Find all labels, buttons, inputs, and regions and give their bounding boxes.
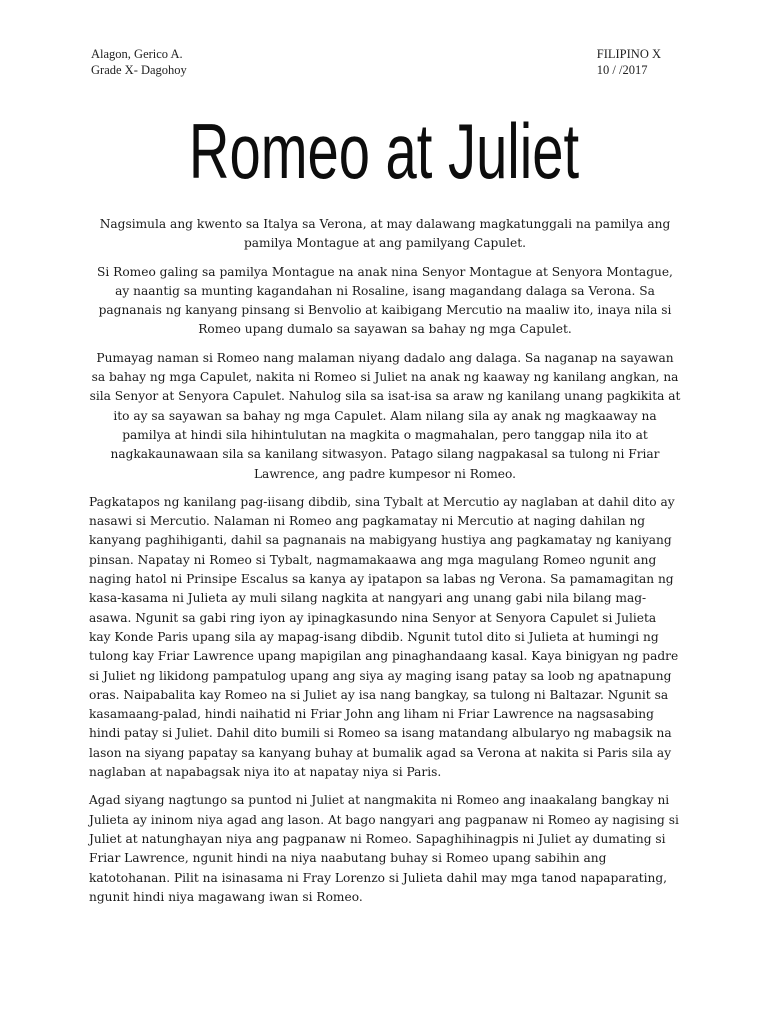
subject-info bbox=[597, 46, 661, 78]
page-header bbox=[91, 46, 661, 78]
paragraph: Si Romeo galing sa pamilya Montague na anak nina Senyor Montague at Senyora Montague, ay naantig sa munting kagandahan ni Rosaline, isang magandang dalaga sa Verona. Sa pagnanais ng kanyang pinsang si Benvolio at kaibigang Mercutio na maaliw ito, inaya nila si Romeo upang dumalo sa sayawan sa bahay ng mga Capulet. bbox=[97, 264, 673, 337]
document-body bbox=[89, 215, 681, 916]
document-title: Romeo at Juliet bbox=[188, 107, 580, 195]
paragraph: Nagsimula ang kwento sa Italya sa Verona, at may dalawang magkatunggali na pamilya ang pamilya Montague at ang pamilyang Capulet. bbox=[99, 217, 671, 251]
student-grade: Grade X- Dagohoy bbox=[91, 63, 187, 77]
subject-name: FILIPINO X bbox=[596, 47, 661, 61]
student-name: Alagon, Gerico A. bbox=[91, 47, 183, 61]
paragraph: Pagkatapos ng kanilang pag-iisang dibdib, sina Tybalt at Mercutio ay naglaban at dahil dito ay nasawi si Mercutio. Nalaman ni Romeo ang pagkamatay ni Mercutio at naging dahilan ng kanyang paghihiganti, dahil sa pagnanais na mabigyang hustiya ang pagkamatay ng kaniyang pinsan. Napatay ni Romeo si Tybalt, nagmamakaawa ang mga magulang Romeo ngunit ang naging hatol ni Prinsipe Escalus sa kanya ay ipatapon sa labas ng Verona. Sa pamamagitan ng kasa-kasama ni Julieta ay muli silang nagkita at nangyari ang unang gabi nila bilang mag-asawa. Ngunit sa gabi ring iyon ay ipinagkasundo nina Senyor at Senyora Capulet si Julieta kay Konde Paris upang sila ay mapag-isang dibdib. Ngunit tutol dito si Julieta at humingi ng tulong kay Friar Lawrence upang mapigilan ang pinaghandaang kasal. Kaya binigyan ng padre si Juliet ng likidong pampatulog upang ang siya ay maging isang patay sa loob ng apatnapung oras. Naipabalita kay Romeo na si Juliet ay isa nang bangkay, sa tulong ni Baltazar. Ngunit sa kasamaang-palad, hindi naihatid ni Friar John ang liham ni Friar Lawrence na nagsasabing hindi patay si Juliet. Dahil dito bumili si Romeo sa isang matandang albularyo ng mabagsik na lason na siyang papatay sa kanyang buhay at bumalik agad sa Verona at nakita si Paris sila ay naglaban at napabagsak niya ito at napatay niya si Paris. bbox=[89, 494, 679, 780]
document-date: 10 / /2017 bbox=[596, 63, 648, 77]
paragraph: Pumayag naman si Romeo nang malaman niyang dadalo ang dalaga. Sa naganap na sayawan sa bahay ng mga Capulet, nakita ni Romeo si Juliet na anak ng kaaway ng kanilang angkan, na sila Senyor at Senyora Capulet. Nahulog sila sa isat-isa sa araw ng kanilang unang pagkikita at ito ay sa sayawan sa bahay ng mga Capulet. Alam nilang sila ay anak ng magkaaway na pamilya at hindi sila hihintulutan na magkita o magmahalan, pero tanggap nila ito at nagkakaunawaan sila sa kanilang sitwasyon. Patago silang nagpakasal sa tulong ni Friar Lawrence, ang padre kumpesor ni Romeo. bbox=[89, 350, 681, 481]
student-info bbox=[91, 46, 187, 78]
paragraph: Agad siyang nagtungo sa puntod ni Juliet at nangmakita ni Romeo ang inaakalang bangkay ni Julieta ay ininom niya agad ang lason. At bago nangyari ang pagpanaw ni Romeo ay nagising si Juliet at natunghayan niya ang pagpanaw ni Romeo. Sapaghihinagpis ni Juliet ay dumating si Friar Lawrence, ngunit hindi na niya naabutang buhay si Romeo upang sabihin ang katotohanan. Pilit na isinasama ni Fray Lorenzo si Julieta dahil may mga tanod napaparating, ngunit hindi niya magawang iwan si Romeo. bbox=[89, 793, 679, 904]
